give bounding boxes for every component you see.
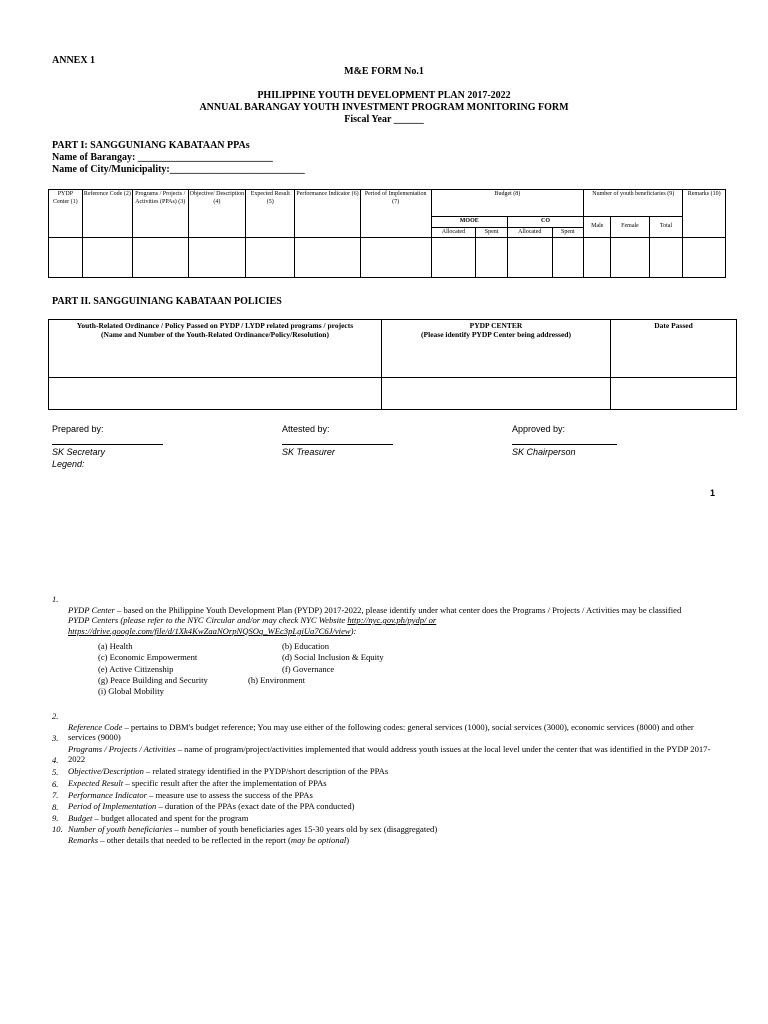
signature-line-chairperson: [512, 444, 617, 445]
table-row: [49, 238, 726, 278]
col-expected-result: Expected Result (5): [246, 190, 295, 238]
col-date-passed: Date Passed: [611, 320, 737, 378]
col-ordinance-sub: (Name and Number of the Youth-Related Ordinance/Policy/Resolution): [101, 330, 329, 339]
center-citizenship: (e) Active Citizenship: [98, 664, 174, 674]
col-pydp-center: PYDP Center (1): [49, 190, 83, 238]
col-pydp-center-2: [382, 320, 611, 378]
barangay-field: Name of Barangay: ___________________________: [52, 152, 273, 163]
col-ppas: Programs / Projects / Activities (PPAs) (3): [132, 190, 188, 238]
sk-treasurer: SK Treasurer: [282, 447, 335, 457]
annex-label: ANNEX 1: [52, 55, 96, 66]
page-number: 1: [710, 488, 716, 498]
legend-item-3: 3. Programs / Projects / Activities – name of program/project/activities implemented that would address youth issues at the local level under the center that was identified in the PYDP 2017-2022: [52, 733, 711, 764]
col-reference-code: Reference Code (2): [82, 190, 132, 238]
col-objective: Objective/ Description (4): [188, 190, 246, 238]
legend-label: Legend:: [52, 459, 85, 469]
col-co-spent: Spent: [552, 227, 584, 238]
policies-table: [48, 319, 737, 410]
col-ordinance-title: Youth-Related Ordinance / Policy Passed on PYDP / LYDP related programs / projects: [76, 321, 354, 330]
legend-item-10: 10. Remarks – other details that needed to be reflected in the report (may be optional): [52, 824, 350, 845]
fiscal-year: Fiscal Year ______: [344, 114, 424, 125]
legend-item-5: 5. Expected Result – specific result after the after the implementation of PPAs: [52, 767, 327, 788]
col-beneficiaries: Number of youth beneficiaries (9): [584, 190, 683, 217]
center-environment: (h) Environment: [248, 675, 306, 685]
city-field: Name of City/Municipality:___________________________: [52, 164, 305, 175]
col-budget: Budget (8): [431, 190, 584, 217]
center-global: (i) Global Mobility: [98, 686, 164, 696]
signature-line-treasurer: [282, 444, 393, 445]
center-education: (b) Education: [282, 641, 330, 651]
sk-chairperson: SK Chairperson: [512, 447, 576, 457]
legend-item-4: 4. Objective/Description – related strategy identified in the PYDP/short description of the PPAs: [52, 755, 389, 776]
center-inclusion: (d) Social Inclusion & Equity: [282, 652, 384, 662]
attested-by-label: Attested by:: [282, 424, 330, 434]
approved-by-label: Approved by:: [512, 424, 566, 434]
col-remarks: Remarks (10): [683, 190, 726, 238]
legend-item-7: 7. Period of Implementation – duration of the PPAs (exact date of the PPA conducted): [52, 790, 355, 811]
legend-item-8: 8. Budget – budget allocated and spent for the program: [52, 802, 249, 823]
signature-line-secretary: [52, 444, 163, 445]
form-title-1: PHILIPPINE YOUTH DEVELOPMENT PLAN 2017-2022: [257, 90, 511, 101]
col-co: CO: [507, 217, 583, 228]
center-peace: (g) Peace Building and Security: [98, 675, 208, 685]
col-mooe-allocated: Allocated: [431, 227, 476, 238]
form-title-2: ANNUAL BARANGAY YOUTH INVESTMENT PROGRAM MONITORING FORM: [199, 102, 569, 113]
col-mooe-spent: Spent: [476, 227, 508, 238]
nyc-website-link[interactable]: http://nyc.gov.ph/pydp/ or: [347, 615, 437, 625]
part1-heading: PART I: SANGGUNIANG KABATAAN PPAs: [52, 140, 250, 151]
center-economic: (c) Economic Empowerment: [98, 652, 198, 662]
form-number: M&E FORM No.1: [344, 66, 424, 77]
col-female: Female: [611, 217, 649, 238]
legend-item-1: 1. PYDP Center – based on the Philippine Youth Development Plan (PYDP) 2017-2022, please identify under what center does the Programs / Projects / Activities may be classified PYDP Centers (please refer to the NYC Circular and/or may check NYC Website http://nyc.gov.ph/pydp/ or https://drive.google.com/file/d/1Xk4KwZaaNOrpNQSOq_WEc3pLgiUa7C6J/view):: [52, 594, 682, 636]
legend-item-9: 9. Number of youth beneficiaries – number of youth beneficiaries ages 15-30 years old by sex (disaggregated): [52, 813, 438, 834]
sk-secretary: SK Secretary: [52, 447, 106, 457]
center-governance: (f) Governance: [282, 664, 335, 674]
part2-heading: PART II. SANGGUINIANG KABATAAN POLICIES: [52, 296, 282, 307]
col-pydp-center-title: PYDP CENTER: [469, 321, 523, 330]
col-pydp-center-sub: (Please identify PYDP Center being addressed): [421, 330, 571, 339]
table-row: [49, 378, 737, 410]
center-health: (a) Health: [98, 641, 133, 651]
legend-item-2: 2. Reference Code – pertains to DBM's budget reference; You may use either of the following codes: general services (1000), social services (3000), economic services (8000) and other services (9000): [52, 711, 694, 742]
prepared-by-label: Prepared by:: [52, 424, 104, 434]
ppa-table: [48, 189, 726, 278]
col-ordinance: [49, 320, 382, 378]
col-period: Period of Implementation (7): [360, 190, 431, 238]
col-male: Male: [584, 217, 611, 238]
col-performance-indicator: Performance Indicator (6): [295, 190, 360, 238]
col-total: Total: [649, 217, 683, 238]
col-co-allocated: Allocated: [507, 227, 552, 238]
col-mooe: MOOE: [431, 217, 507, 228]
legend-item-6: 6. Performance Indicator – measure use to assess the success of the PPAs: [52, 779, 313, 800]
google-drive-link[interactable]: https://drive.google.com/file/d/1Xk4KwZaaNOrpNQSOq_WEc3pLgiUa7C6J/view: [68, 625, 351, 636]
